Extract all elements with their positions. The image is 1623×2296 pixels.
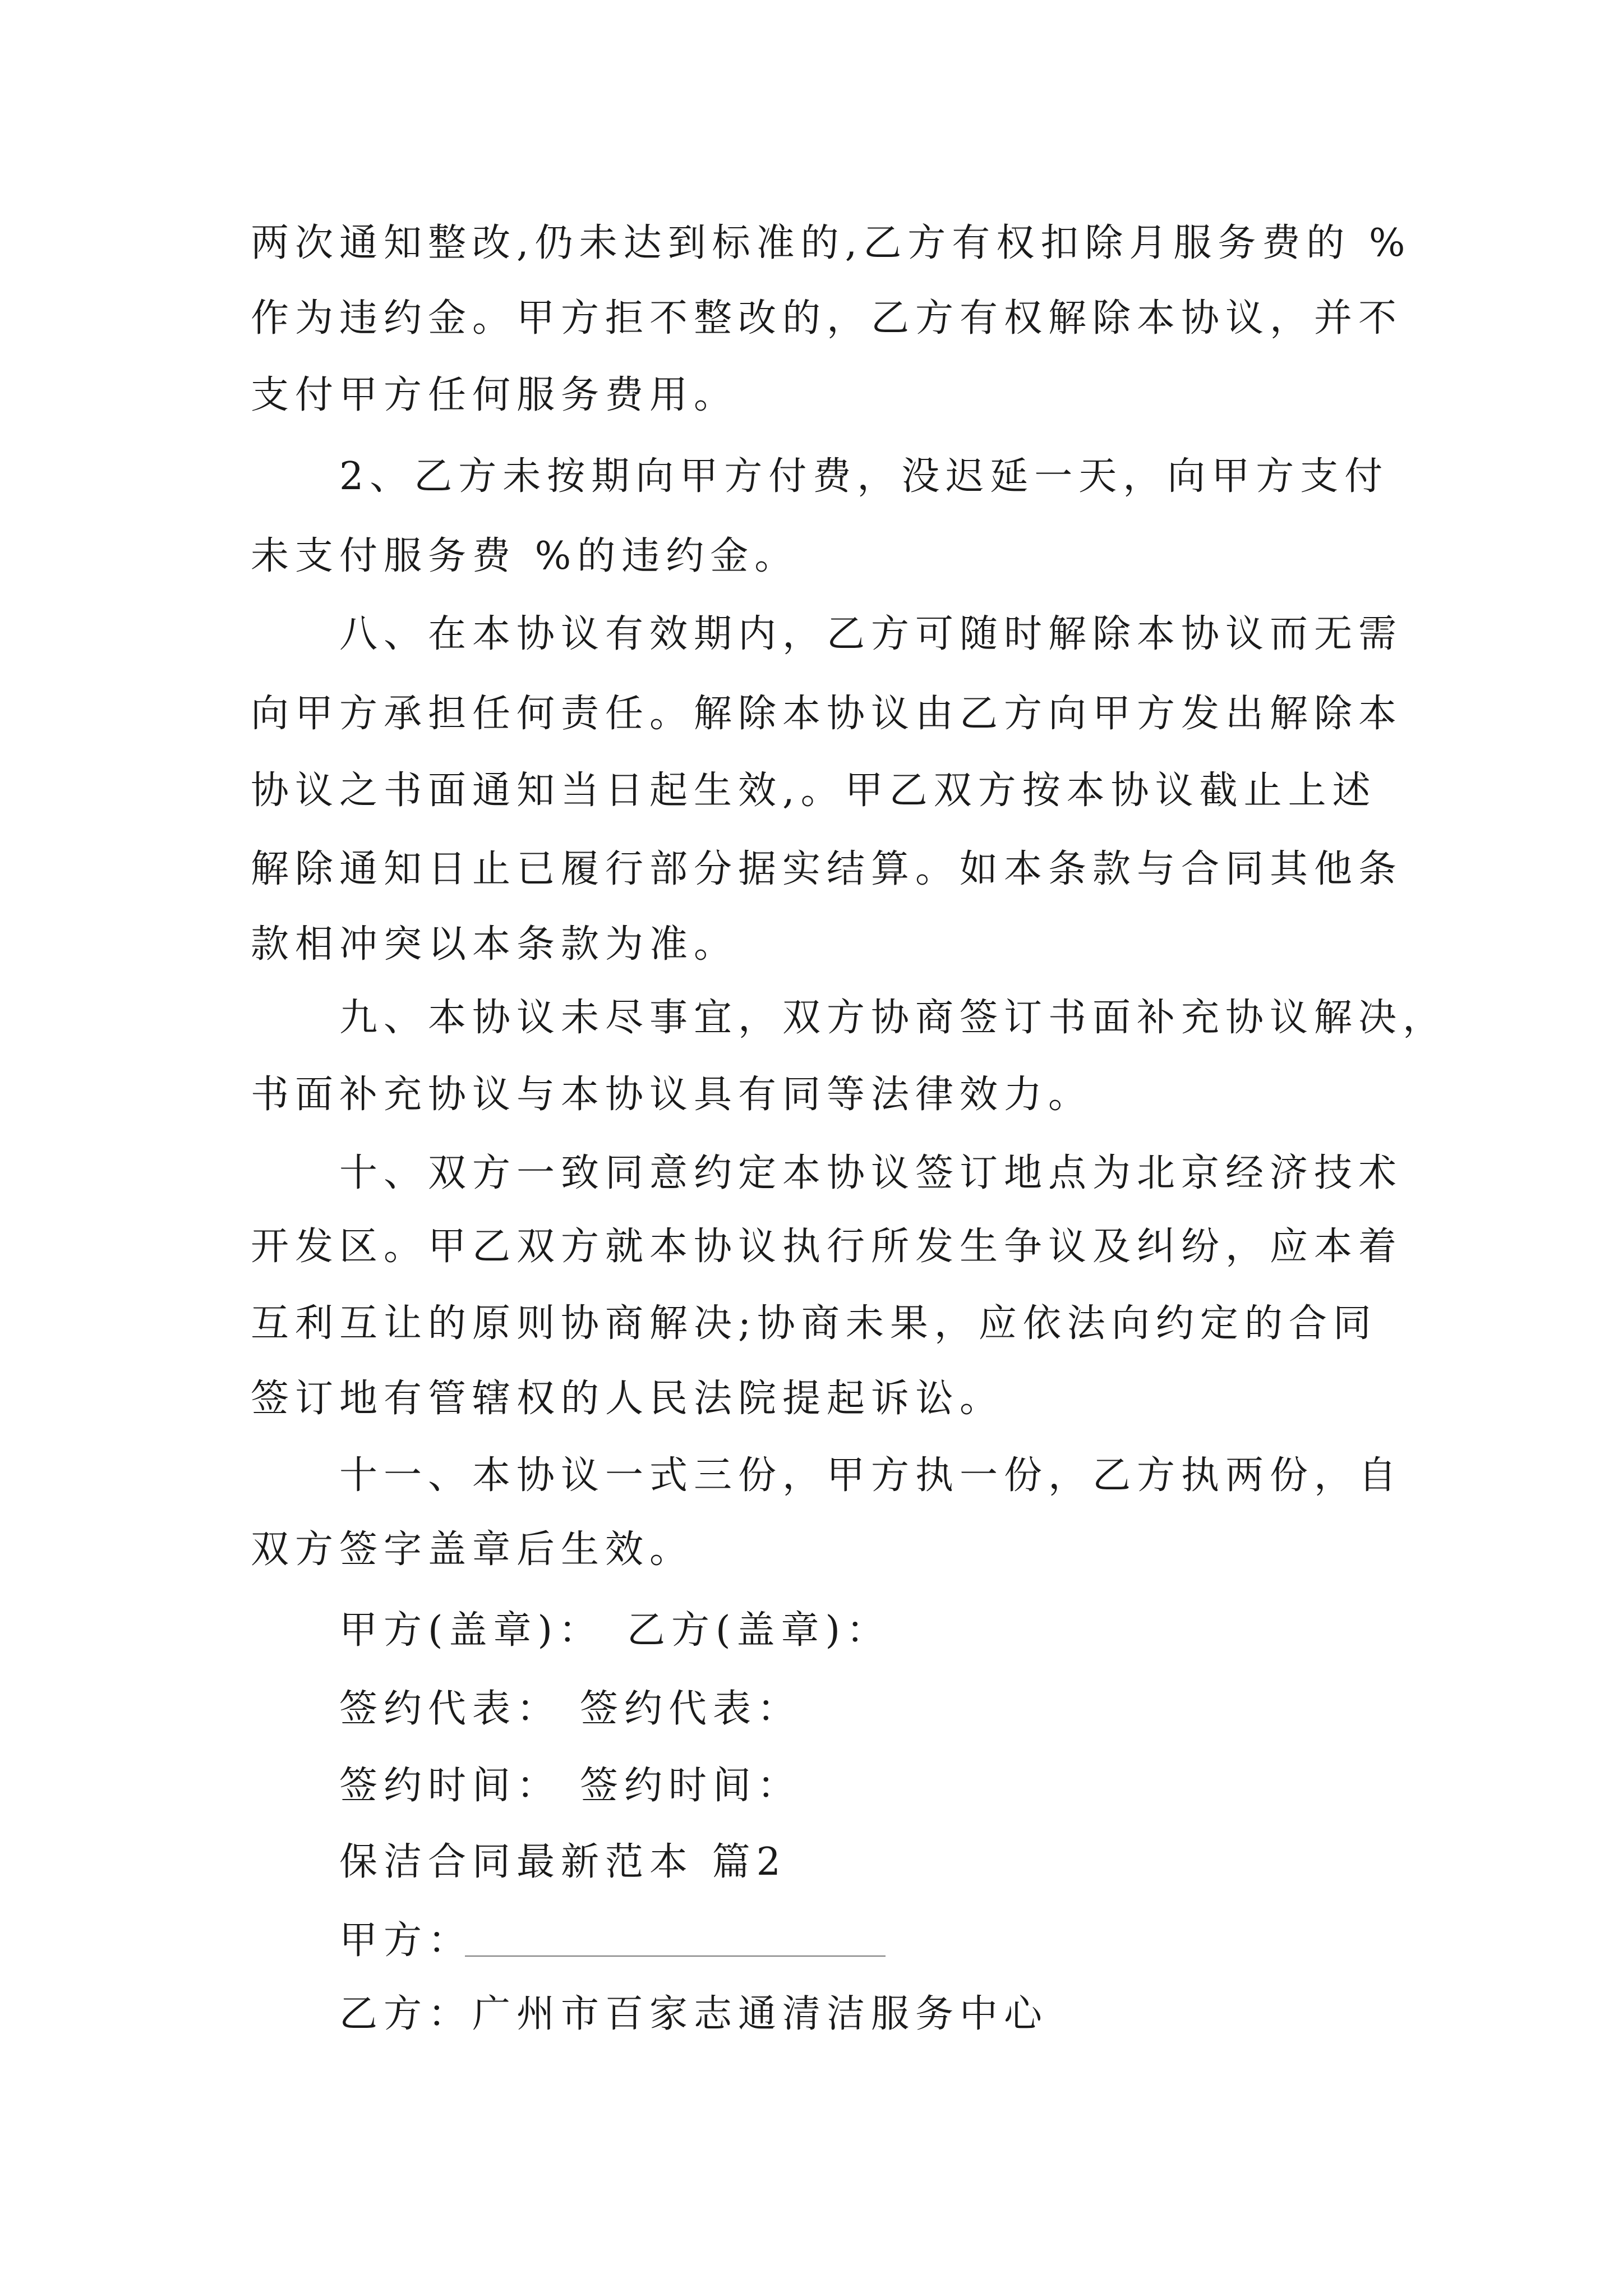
text-line: 款相冲突以本条款为准。 bbox=[251, 922, 739, 967]
text-line: 未支付服务费 %的违约金。 bbox=[251, 534, 799, 578]
party-a-label: 甲方： bbox=[339, 1918, 473, 1963]
text-line: 十、双方一致同意约定本协议签订地点为北京经济技术 bbox=[339, 1151, 1403, 1195]
party-a-representative-label: 签约代表： bbox=[339, 1687, 561, 1731]
text-line: 协议之书面通知当日起生效,。甲乙双方按本协议截止上述 bbox=[251, 769, 1377, 813]
party-b-seal-label: 乙方(盖章)： bbox=[627, 1608, 891, 1653]
text-line: 2、乙方未按期向甲方付费，没迟延一天，向甲方支付 bbox=[339, 454, 1389, 499]
text-line: 签订地有管辖权的人民法院提起诉讼。 bbox=[251, 1377, 1004, 1421]
text-line: 十一、本协议一式三份，甲方执一份，乙方执两份，自 bbox=[339, 1453, 1403, 1498]
text-line: 开发区。甲乙双方就本协议执行所发生争议及纠纷，应本着 bbox=[251, 1225, 1403, 1269]
party-a-blank-line bbox=[465, 1955, 886, 1957]
text-line: 两次通知整改,仍未达到标准的,乙方有权扣除月服务费的 % bbox=[251, 221, 1412, 265]
text-line: 双方签字盖章后生效。 bbox=[251, 1527, 694, 1572]
contract-title: 保洁合同最新范本 篇2 bbox=[339, 1840, 787, 1884]
text-line: 作为违约金。甲方拒不整改的，乙方有权解除本协议，并不 bbox=[251, 296, 1403, 341]
party-b-date-label: 签约时间： bbox=[580, 1764, 802, 1808]
party-a-date-label: 签约时间： bbox=[339, 1764, 561, 1808]
text-line: 互利互让的原则协商解决;协商未果，应依法向约定的合同 bbox=[251, 1301, 1377, 1346]
party-b-representative-label: 签约代表： bbox=[580, 1687, 802, 1731]
text-line: 书面补充协议与本协议具有同等法律效力。 bbox=[251, 1073, 1093, 1117]
party-a-seal-label: 甲方(盖章)： bbox=[339, 1608, 603, 1653]
party-b-line: 乙方：广州市百家志通清洁服务中心 bbox=[339, 1992, 1049, 2036]
text-line: 九、本协议未尽事宜，双方协商签订书面补充协议解决， bbox=[339, 996, 1447, 1040]
text-line: 支付甲方任何服务费用。 bbox=[251, 373, 739, 417]
text-line: 八、在本协议有效期内，乙方可随时解除本协议而无需 bbox=[339, 612, 1403, 656]
text-line: 解除通知日止已履行部分据实结算。如本条款与合同其他条 bbox=[251, 847, 1403, 891]
text-line: 向甲方承担任何责任。解除本协议由乙方向甲方发出解除本 bbox=[251, 692, 1403, 736]
